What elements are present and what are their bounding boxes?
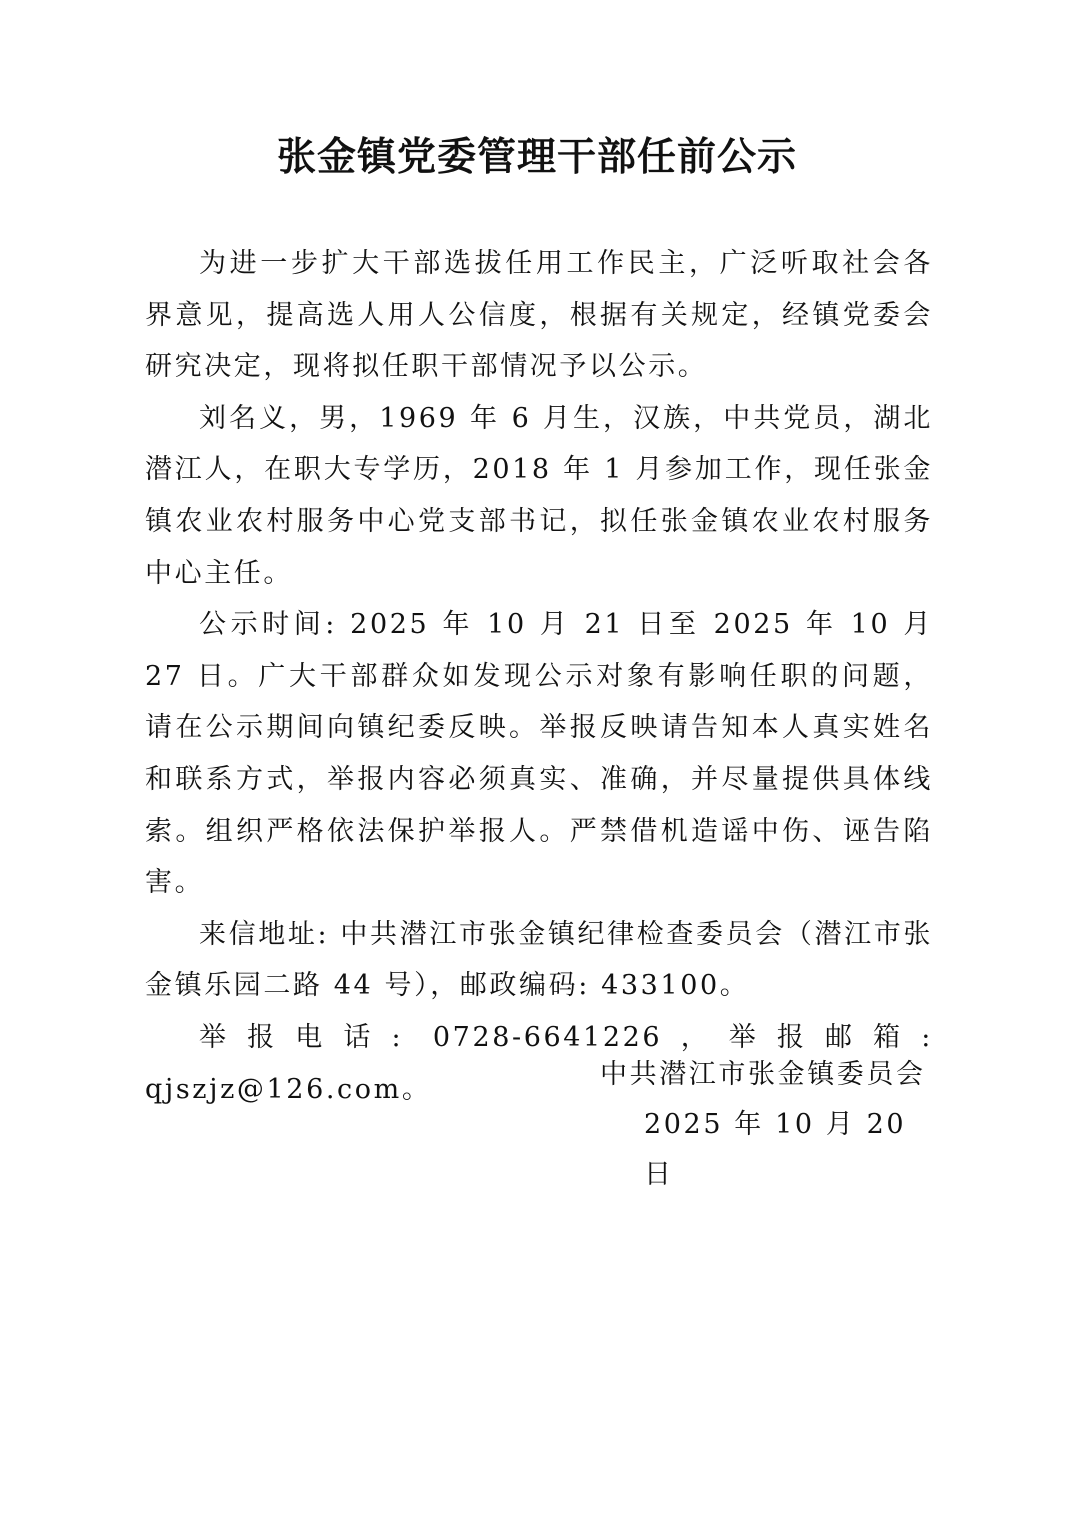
- signature-date: 2025 年 10 月 20 日: [644, 1109, 907, 1190]
- paragraph-publicity-period: 公示时间: 2025 年 10 月 21 日至 2025 年 10 月 27 日。广大干部群众如发现公示对象有影响任职的问题，请在公示期间向镇纪委反映。举报反映请告知本人真实姓名和联系方式，举报内容必须真实、准确，并尽量提供具体线索。组织严格依法保护举报人。严禁借机造谣中伤、诬告陷害。: [145, 609, 933, 899]
- paragraph-candidate-info: 刘名义，男，1969 年 6 月生，汉族，中共党员，湖北潜江人，在职大专学历，2018 年 1 月参加工作，现任张金镇农业农村服务中心党支部书记，拟任张金镇农业农村服务中心主任。: [145, 402, 933, 589]
- document-body: [145, 238, 933, 1115]
- signature-organization: 中共潜江市张金镇委员会: [600, 1059, 926, 1090]
- paragraph-intro: 为进一步扩大干部选拔任用工作民主，广泛听取社会各界意见，提高选人用人公信度，根据有关规定，经镇党委会研究决定，现将拟任职干部情况予以公示。: [145, 248, 933, 383]
- paragraph-report-contact: 举报电话: 0728-6641226，举报邮箱: qjszjz@126.com。: [145, 1021, 933, 1105]
- paragraph-mailing-address: 来信地址: 中共潜江市张金镇纪律检查委员会（潜江市张金镇乐园二路 44 号），邮政编码: 433100。: [145, 918, 933, 1002]
- signature-block: [590, 1050, 930, 1200]
- document-title: 张金镇党委管理干部任前公示: [276, 135, 797, 180]
